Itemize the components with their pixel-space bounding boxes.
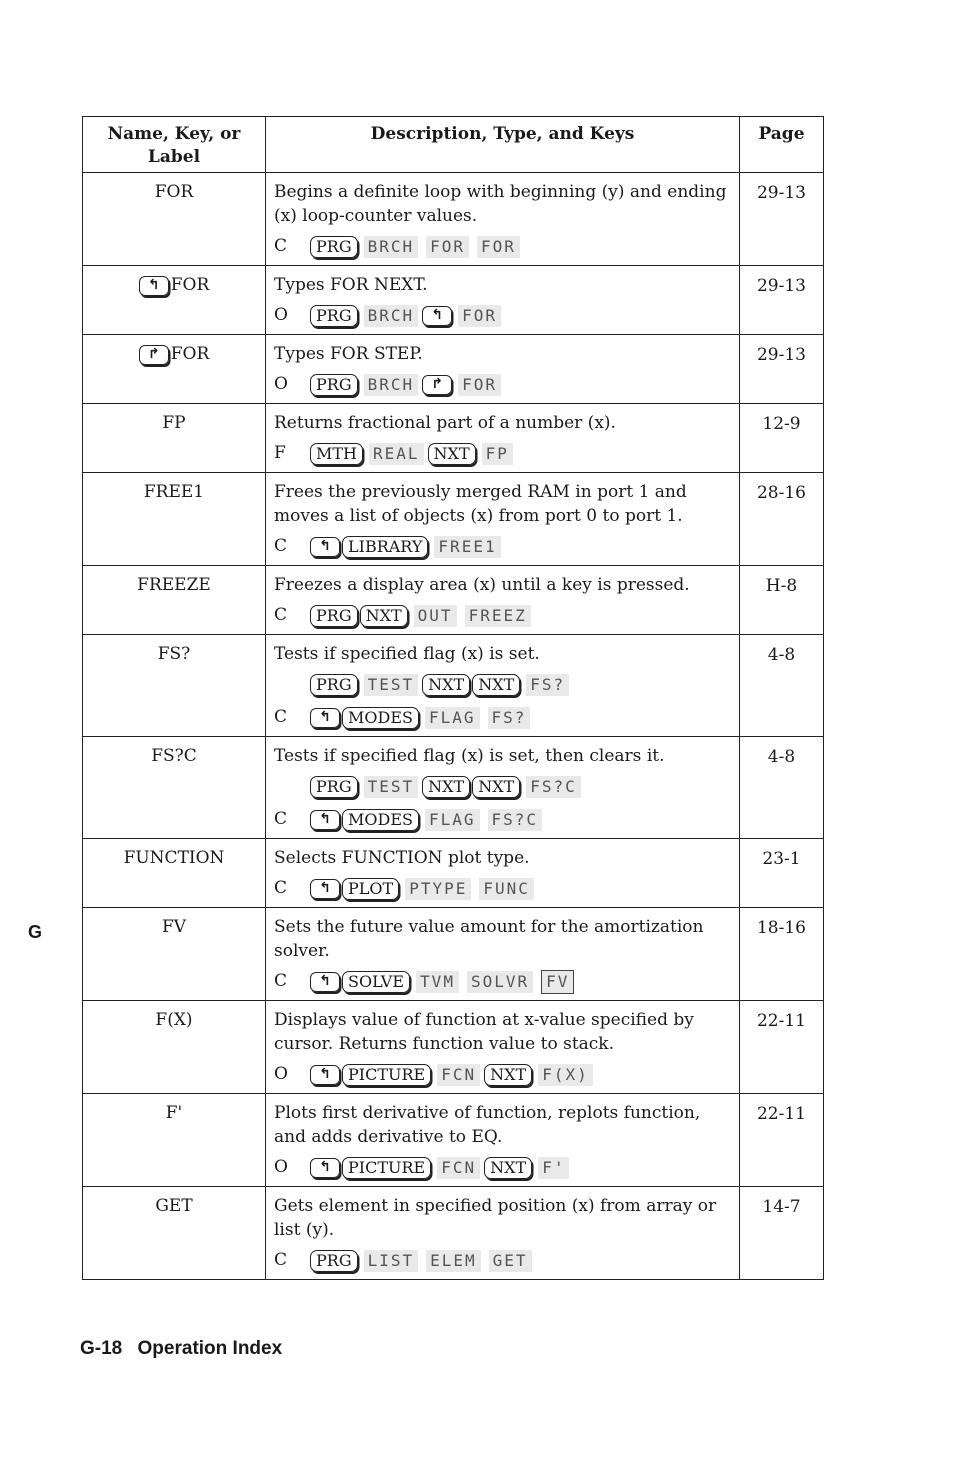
description-text: Frees the previously merged RAM in port 1 and moves a list of objects (x) from port 0 to port 1. — [274, 482, 687, 526]
operation-name: F' — [165, 1103, 183, 1123]
key-nxt: NXT — [484, 1064, 532, 1086]
cell-name — [83, 1094, 266, 1187]
key-modes: MODES — [342, 707, 419, 729]
key-nxt: NXT — [360, 605, 408, 627]
cell-name — [83, 566, 266, 635]
cell-description — [266, 404, 740, 473]
operation-name: FREE1 — [143, 482, 205, 502]
key-prg: PRG — [310, 236, 358, 258]
key-nxt: NXT — [472, 776, 520, 798]
keystroke-line — [274, 438, 731, 468]
cell-description — [266, 266, 740, 335]
section-tab: G — [28, 922, 43, 942]
operation-type: O — [274, 1064, 288, 1084]
operation-name: FOR — [154, 182, 194, 202]
key-nxt: NXT — [472, 674, 520, 696]
key-nxt: NXT — [484, 1157, 532, 1179]
table-row — [83, 1001, 824, 1094]
operation-type: F — [274, 443, 286, 463]
right-shift-key-icon: ↱ — [139, 345, 169, 365]
table-header-row — [83, 117, 824, 173]
key-plot: PLOT — [342, 878, 399, 900]
operation-type: O — [274, 1157, 288, 1177]
operation-name: FV — [161, 917, 187, 937]
key-nxt: NXT — [422, 776, 470, 798]
operation-name: FOR — [170, 275, 210, 295]
cell-description — [266, 566, 740, 635]
keystroke-line — [274, 873, 731, 903]
keystroke-line — [274, 1152, 731, 1182]
cell-name — [83, 266, 266, 335]
menu-label: GET — [489, 1250, 532, 1272]
operation-name: FUNCTION — [123, 848, 225, 868]
cell-page: 22-11 — [740, 1094, 824, 1187]
left-shift-key-icon: ↰ — [310, 1065, 340, 1085]
table-row — [83, 473, 824, 566]
description-text: Displays value of function at x-value specified by cursor. Returns function value to stack. — [274, 1010, 694, 1054]
cell-name — [83, 473, 266, 566]
menu-label: BRCH — [364, 374, 419, 396]
description-text: Types FOR NEXT. — [274, 275, 428, 295]
menu-label: ELEM — [426, 1250, 481, 1272]
left-shift-key-icon: ↰ — [310, 879, 340, 899]
key-prg: PRG — [310, 776, 358, 798]
keystroke-line — [274, 1059, 731, 1089]
key-prg: PRG — [310, 374, 358, 396]
cell-page: 29-13 — [740, 266, 824, 335]
cell-page: 28-16 — [740, 473, 824, 566]
description-text: Sets the future value amount for the amortization solver. — [274, 917, 704, 961]
key-nxt: NXT — [422, 674, 470, 696]
cell-page: 4-8 — [740, 737, 824, 839]
menu-label: FS? — [526, 674, 569, 696]
cell-name — [83, 1187, 266, 1280]
cell-description — [266, 635, 740, 737]
keystroke-line — [274, 966, 731, 996]
cell-page: 22-11 — [740, 1001, 824, 1094]
keystroke-line-alt — [274, 669, 731, 699]
key-modes: MODES — [342, 809, 419, 831]
key-mth: MTH — [310, 443, 363, 465]
operation-name: FS? — [157, 644, 191, 664]
cell-description — [266, 1001, 740, 1094]
right-shift-key-icon: ↱ — [422, 375, 452, 395]
cell-name — [83, 1001, 266, 1094]
menu-label: OUT — [414, 605, 457, 627]
operation-type: O — [274, 305, 288, 325]
cell-name — [83, 635, 266, 737]
header-name: Name, Key, or Label — [83, 117, 266, 173]
menu-label: FCN — [437, 1157, 480, 1179]
cell-description — [266, 473, 740, 566]
left-shift-key-icon: ↰ — [310, 537, 340, 557]
operation-type: C — [274, 971, 288, 991]
key-prg: PRG — [310, 1250, 358, 1272]
cell-page: 29-13 — [740, 173, 824, 266]
operation-type: C — [274, 809, 288, 829]
cell-name — [83, 404, 266, 473]
left-shift-key-icon: ↰ — [310, 708, 340, 728]
footer-title: Operation Index — [137, 1338, 283, 1359]
left-shift-key-icon: ↰ — [310, 972, 340, 992]
operation-type: C — [274, 878, 288, 898]
table-row — [83, 1094, 824, 1187]
operation-type: C — [274, 707, 288, 727]
menu-label: FOR — [458, 305, 501, 327]
menu-label: FOR — [426, 236, 469, 258]
menu-label: FS?C — [526, 776, 581, 798]
cell-description — [266, 839, 740, 908]
description-text: Selects FUNCTION plot type. — [274, 848, 530, 868]
operation-type: C — [274, 236, 288, 256]
keystroke-line — [274, 300, 731, 330]
table-row — [83, 908, 824, 1001]
key-picture: PICTURE — [342, 1064, 431, 1086]
header-page: Page — [740, 117, 824, 173]
cell-name — [83, 839, 266, 908]
keystroke-line-alt — [274, 771, 731, 801]
menu-label: BRCH — [364, 305, 419, 327]
menu-label: FOR — [458, 374, 501, 396]
keystroke-line — [274, 600, 731, 630]
menu-label: TEST — [364, 776, 419, 798]
keystroke-line — [274, 702, 731, 732]
left-shift-key-icon: ↰ — [422, 306, 452, 326]
menu-label: TEST — [364, 674, 419, 696]
key-prg: PRG — [310, 605, 358, 627]
table-row — [83, 737, 824, 839]
key-prg: PRG — [310, 305, 358, 327]
description-text: Types FOR STEP. — [274, 344, 423, 364]
key-solve: SOLVE — [342, 971, 410, 993]
operation-index-table — [82, 116, 824, 1280]
cell-name — [83, 173, 266, 266]
cell-name — [83, 737, 266, 839]
table-row — [83, 635, 824, 737]
description-text: Freezes a display area (x) until a key is pressed. — [274, 575, 690, 595]
operation-name: F(X) — [155, 1010, 193, 1030]
cell-page: 18-16 — [740, 908, 824, 1001]
table-row — [83, 335, 824, 404]
operation-type: O — [274, 374, 288, 394]
keystroke-line — [274, 531, 731, 561]
menu-label: F(X) — [538, 1064, 593, 1086]
description-text: Tests if specified flag (x) is set, then clears it. — [274, 746, 665, 766]
menu-label: F' — [538, 1157, 569, 1179]
left-shift-key-icon: ↰ — [310, 1158, 340, 1178]
table-row — [83, 173, 824, 266]
operation-name: FREEZE — [137, 575, 211, 595]
keystroke-line — [274, 804, 731, 834]
keystroke-line — [274, 231, 731, 261]
menu-label: TVM — [416, 971, 459, 993]
operation-type: C — [274, 605, 288, 625]
cell-page: 23-1 — [740, 839, 824, 908]
operation-type: C — [274, 536, 288, 556]
menu-label: FOR — [477, 236, 520, 258]
operation-name: GET — [155, 1196, 193, 1216]
description-text: Gets element in specified position (x) from array or list (y). — [274, 1196, 717, 1240]
cell-page: H-8 — [740, 566, 824, 635]
menu-label: FLAG — [425, 707, 480, 729]
cell-page: 4-8 — [740, 635, 824, 737]
menu-label: FREEZ — [465, 605, 531, 627]
menu-label: LIST — [364, 1250, 419, 1272]
menu-label: BRCH — [364, 236, 419, 258]
cell-page: 12-9 — [740, 404, 824, 473]
keystroke-line — [274, 1245, 731, 1275]
operation-name: FS?C — [151, 746, 197, 766]
footer-page-number: G-18 — [80, 1338, 123, 1359]
operation-name: FOR — [170, 344, 210, 364]
left-shift-key-icon: ↰ — [139, 276, 169, 296]
key-nxt: NXT — [428, 443, 476, 465]
key-prg: PRG — [310, 674, 358, 696]
left-shift-key-icon: ↰ — [310, 810, 340, 830]
key-picture: PICTURE — [342, 1157, 431, 1179]
description-text: Tests if specified flag (x) is set. — [274, 644, 540, 664]
description-text: Plots first derivative of function, replots function, and adds derivative to EQ. — [274, 1103, 701, 1147]
menu-label: FCN — [437, 1064, 480, 1086]
description-text: Begins a definite loop with beginning (y) and ending (x) loop-counter values. — [274, 182, 727, 226]
cell-name — [83, 335, 266, 404]
cell-description — [266, 737, 740, 839]
menu-label: FP — [482, 443, 513, 465]
table-row — [83, 566, 824, 635]
description-text: Returns fractional part of a number (x). — [274, 413, 616, 433]
menu-label: FS? — [488, 707, 531, 729]
cell-page: 29-13 — [740, 335, 824, 404]
cell-description — [266, 1094, 740, 1187]
operation-type: C — [274, 1250, 288, 1270]
cell-name — [83, 908, 266, 1001]
operation-name: FP — [162, 413, 186, 433]
menu-label: FUNC — [479, 878, 534, 900]
menu-label: FV — [541, 970, 574, 994]
header-desc: Description, Type, and Keys — [266, 117, 740, 173]
key-library: LIBRARY — [342, 536, 428, 558]
menu-label: PTYPE — [405, 878, 471, 900]
menu-label: FLAG — [425, 809, 480, 831]
cell-description — [266, 173, 740, 266]
page-footer — [80, 1338, 282, 1360]
cell-page: 14-7 — [740, 1187, 824, 1280]
cell-description — [266, 335, 740, 404]
table-row — [83, 266, 824, 335]
keystroke-line — [274, 369, 731, 399]
table-row — [83, 1187, 824, 1280]
cell-description — [266, 908, 740, 1001]
menu-label: SOLVR — [467, 971, 533, 993]
cell-description — [266, 1187, 740, 1280]
menu-label: FS?C — [488, 809, 543, 831]
menu-label: REAL — [369, 443, 424, 465]
table-row — [83, 839, 824, 908]
table-row — [83, 404, 824, 473]
menu-label: FREE1 — [434, 536, 500, 558]
